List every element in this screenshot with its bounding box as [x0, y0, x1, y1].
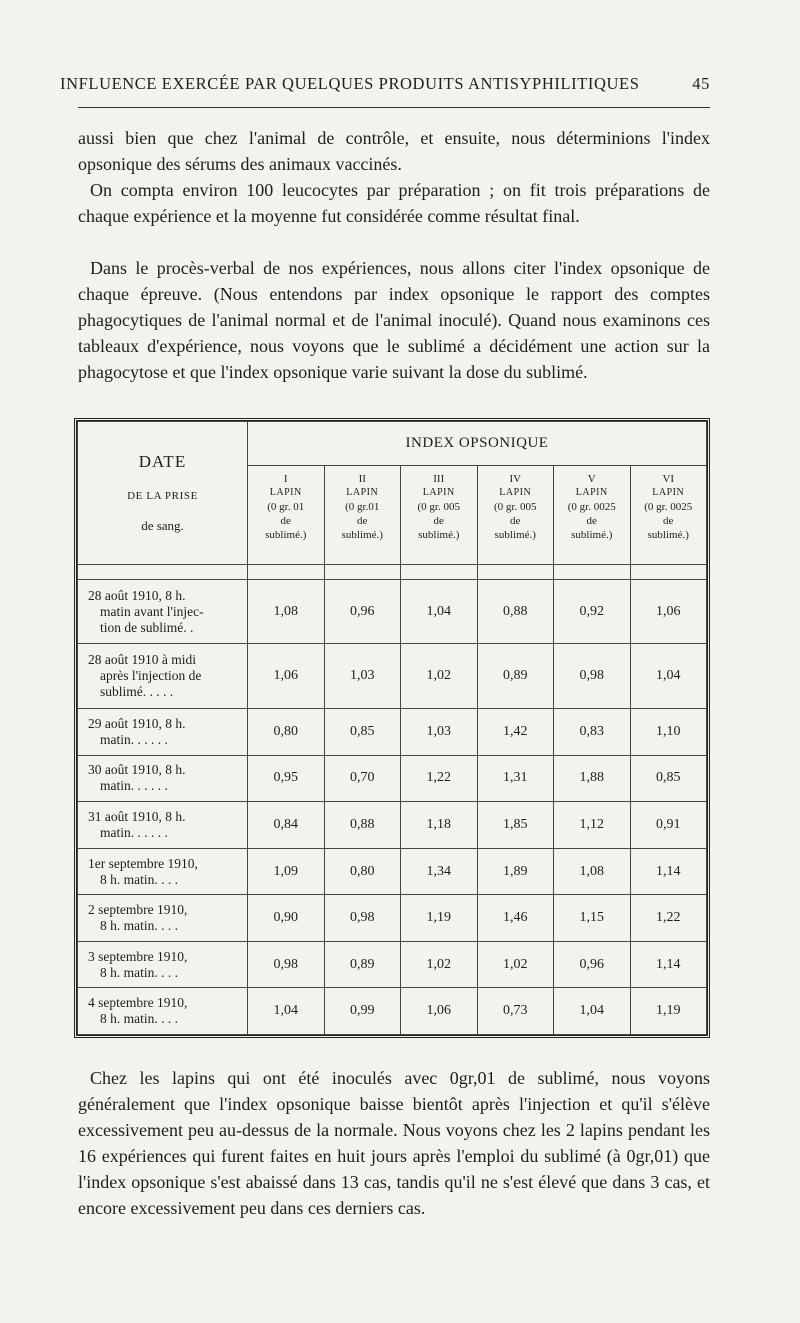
lapin-header-6 [630, 466, 707, 565]
date-line: tion de sublimé. . [100, 619, 194, 635]
lapin-num: I [283, 473, 288, 486]
lapin-label: LAPIN [499, 487, 532, 499]
index-value: 1,06 [401, 988, 478, 1035]
lapin-header-4 [477, 466, 554, 565]
index-value: 1,10 [630, 709, 707, 756]
index-value: 1,14 [630, 848, 707, 895]
index-value: 0,70 [324, 755, 401, 802]
lapin-num: VI [662, 473, 675, 486]
lapin-end: sublimé.) [265, 529, 307, 542]
lapin-dose: (0 gr. 0025 [567, 501, 616, 514]
lapin-dose: (0 gr. 01 [267, 501, 305, 514]
index-value: 1,22 [401, 755, 478, 802]
paragraph-3: Dans le procès-verbal de nos expériences, nous allons citer l'index opsonique de chaque épreuve. (Nous entendons par index opsonique le rapport des comptes phagocytiques de l'animal normal et de l'animal inoculé). Quand nous examinons ces tableaux d'expérience, nous voyons que le sublimé a décidément une action sur la phagocytose et que l'index opsonique varie suivant la dose du sublimé. [78, 258, 710, 382]
index-value: 1,03 [401, 709, 478, 756]
table-row [78, 895, 707, 942]
lapin-dose: (0 gr. 0025 [644, 501, 693, 514]
index-value: 0,90 [248, 895, 325, 942]
lapin-label: LAPIN [346, 487, 379, 499]
lapin-label: LAPIN [422, 487, 455, 499]
date-line: 3 septembre 1910, [88, 948, 188, 964]
table-row [78, 709, 707, 756]
index-value: 0,99 [324, 988, 401, 1035]
index-value: 1,04 [630, 644, 707, 709]
index-value: 1,22 [630, 895, 707, 942]
date-cell [78, 709, 248, 756]
date-cell [78, 941, 248, 988]
lapin-header-5 [554, 466, 631, 565]
lapin-label: LAPIN [269, 487, 302, 499]
index-value: 0,89 [324, 941, 401, 988]
index-value: 1,08 [248, 579, 325, 644]
index-value: 0,95 [248, 755, 325, 802]
lapin-end: sublimé.) [418, 529, 460, 542]
table-row [78, 802, 707, 849]
index-value: 0,80 [324, 848, 401, 895]
index-value: 1,46 [477, 895, 554, 942]
spacer-row [78, 565, 707, 580]
date-cell [78, 644, 248, 709]
date-line: 4 septembre 1910, [88, 995, 188, 1011]
lapin-de: de [510, 515, 521, 528]
paragraph-4 [78, 1065, 710, 1221]
index-value: 1,12 [554, 802, 631, 849]
table-row [78, 941, 707, 988]
table-row [78, 644, 707, 709]
index-value: 0,96 [554, 941, 631, 988]
lapin-de: de [663, 515, 674, 528]
lapin-num: IV [509, 473, 522, 486]
index-value: 0,88 [324, 802, 401, 849]
header-rule [78, 107, 710, 108]
date-line: matin. . . . . . [100, 778, 168, 794]
running-title: INFLUENCE EXERCÉE PAR QUELQUES PRODUITS ANTISYPHILITIQUES [60, 74, 640, 93]
paragraph-2: On compta environ 100 leucocytes par préparation ; on fit trois préparations de chaque expérience et la moyenne fut considérée comme résultat final. [78, 180, 710, 226]
table-row [78, 755, 707, 802]
index-value: 1,04 [554, 988, 631, 1035]
index-value: 1,18 [401, 802, 478, 849]
date-line: 8 h. matin. . . . [100, 871, 178, 887]
date-cell [78, 848, 248, 895]
running-head [60, 70, 710, 104]
date-cell [78, 802, 248, 849]
lapin-label: LAPIN [652, 487, 685, 499]
lapin-dose: (0 gr. 005 [417, 501, 460, 514]
table-row [78, 988, 707, 1035]
index-value: 0,98 [324, 895, 401, 942]
date-line: 8 h. matin. . . . [100, 918, 178, 934]
lapin-num: III [433, 473, 445, 486]
index-value: 0,98 [248, 941, 325, 988]
date-line: 1er septembre 1910, [88, 855, 198, 871]
table-row [78, 848, 707, 895]
index-value: 1,02 [401, 644, 478, 709]
index-value: 1,04 [248, 988, 325, 1035]
date-line: 28 août 1910, 8 h. [88, 587, 186, 603]
lapin-de: de [586, 515, 597, 528]
index-value: 0,80 [248, 709, 325, 756]
index-value: 0,92 [554, 579, 631, 644]
lapin-header-2 [324, 466, 401, 565]
index-value: 0,89 [477, 644, 554, 709]
lapin-dose: (0 gr.01 [345, 501, 380, 514]
page-number: 45 [692, 74, 710, 93]
lapin-num: V [587, 473, 596, 486]
date-subheader-2: de sang. [141, 518, 184, 533]
date-header-cell [78, 422, 248, 565]
index-value: 1,06 [630, 579, 707, 644]
date-line: 28 août 1910 à midi [88, 652, 196, 668]
date-line: 8 h. matin. . . . [100, 1011, 178, 1027]
date-line: 29 août 1910, 8 h. [88, 715, 186, 731]
lapin-header-3 [401, 466, 478, 565]
lapin-de: de [433, 515, 444, 528]
date-line: 30 août 1910, 8 h. [88, 762, 186, 778]
date-cell [78, 755, 248, 802]
index-header: INDEX OPSONIQUE [248, 422, 707, 466]
lapin-end: sublimé.) [494, 529, 536, 542]
index-value: 0,85 [630, 755, 707, 802]
index-value: 1,88 [554, 755, 631, 802]
index-value: 0,88 [477, 579, 554, 644]
lapin-header-1 [248, 466, 325, 565]
lapin-end: sublimé.) [571, 529, 613, 542]
lapin-de: de [280, 515, 291, 528]
index-value: 0,96 [324, 579, 401, 644]
index-value: 1,02 [477, 941, 554, 988]
date-header: DATE [138, 452, 187, 471]
index-value: 1,31 [477, 755, 554, 802]
index-value: 1,03 [324, 644, 401, 709]
index-value: 1,02 [401, 941, 478, 988]
date-line: matin avant l'injec- [100, 603, 204, 619]
date-line: sublimé. . . . . [100, 684, 174, 700]
index-value: 1,89 [477, 848, 554, 895]
table-row [78, 579, 707, 644]
lapin-de: de [357, 515, 368, 528]
lapin-end: sublimé.) [341, 529, 383, 542]
index-value: 1,19 [630, 988, 707, 1035]
index-value: 0,91 [630, 802, 707, 849]
index-value: 0,98 [554, 644, 631, 709]
index-value: 1,08 [554, 848, 631, 895]
index-value: 1,04 [401, 579, 478, 644]
index-value: 0,85 [324, 709, 401, 756]
lapin-end: sublimé.) [647, 529, 689, 542]
date-line: matin. . . . . . [100, 731, 168, 747]
date-cell [78, 579, 248, 644]
index-value: 1,09 [248, 848, 325, 895]
lapin-dose: (0 gr. 005 [494, 501, 537, 514]
date-line: matin. . . . . . [100, 825, 168, 841]
index-value: 1,42 [477, 709, 554, 756]
date-cell [78, 988, 248, 1035]
date-line: 31 août 1910, 8 h. [88, 809, 186, 825]
index-value: 1,15 [554, 895, 631, 942]
date-line: 2 septembre 1910, [88, 902, 188, 918]
index-value: 1,34 [401, 848, 478, 895]
index-value: 1,19 [401, 895, 478, 942]
index-value: 0,73 [477, 988, 554, 1035]
date-line: après l'injection de [100, 668, 202, 684]
paragraph-4-text: Chez les lapins qui ont été inoculés avec 0gr,01 de sublimé, nous voyons généralement que l'index opsonique baisse bientôt après l'injection et qu'il s'élève excessivement peu au-dessus de la normale. Nous voyons chez les 2 lapins pendant les 16 expériences qui furent faites en huit jours après l'emploi du sublimé (à 0gr,01) que l'index opsonique s'est abaissé dans 13 cas, tandis qu'il ne s'est élevé que dans 3 cas, et encore excessivement peu dans ces derniers cas. [78, 1068, 710, 1218]
date-cell [78, 895, 248, 942]
index-value: 1,14 [630, 941, 707, 988]
lapin-label: LAPIN [575, 487, 608, 499]
index-value: 1,85 [477, 802, 554, 849]
index-value: 1,06 [248, 644, 325, 709]
index-value: 0,83 [554, 709, 631, 756]
index-value: 0,84 [248, 802, 325, 849]
opsonic-index-table [74, 418, 710, 1038]
lapin-num: II [358, 473, 366, 486]
paragraph-1: aussi bien que chez l'animal de contrôle, et ensuite, nous déterminions l'index opsonique des sérums des animaux vaccinés. [78, 128, 710, 174]
date-subheader: DE LA PRISE [127, 490, 198, 502]
date-line: 8 h. matin. . . . [100, 964, 178, 980]
